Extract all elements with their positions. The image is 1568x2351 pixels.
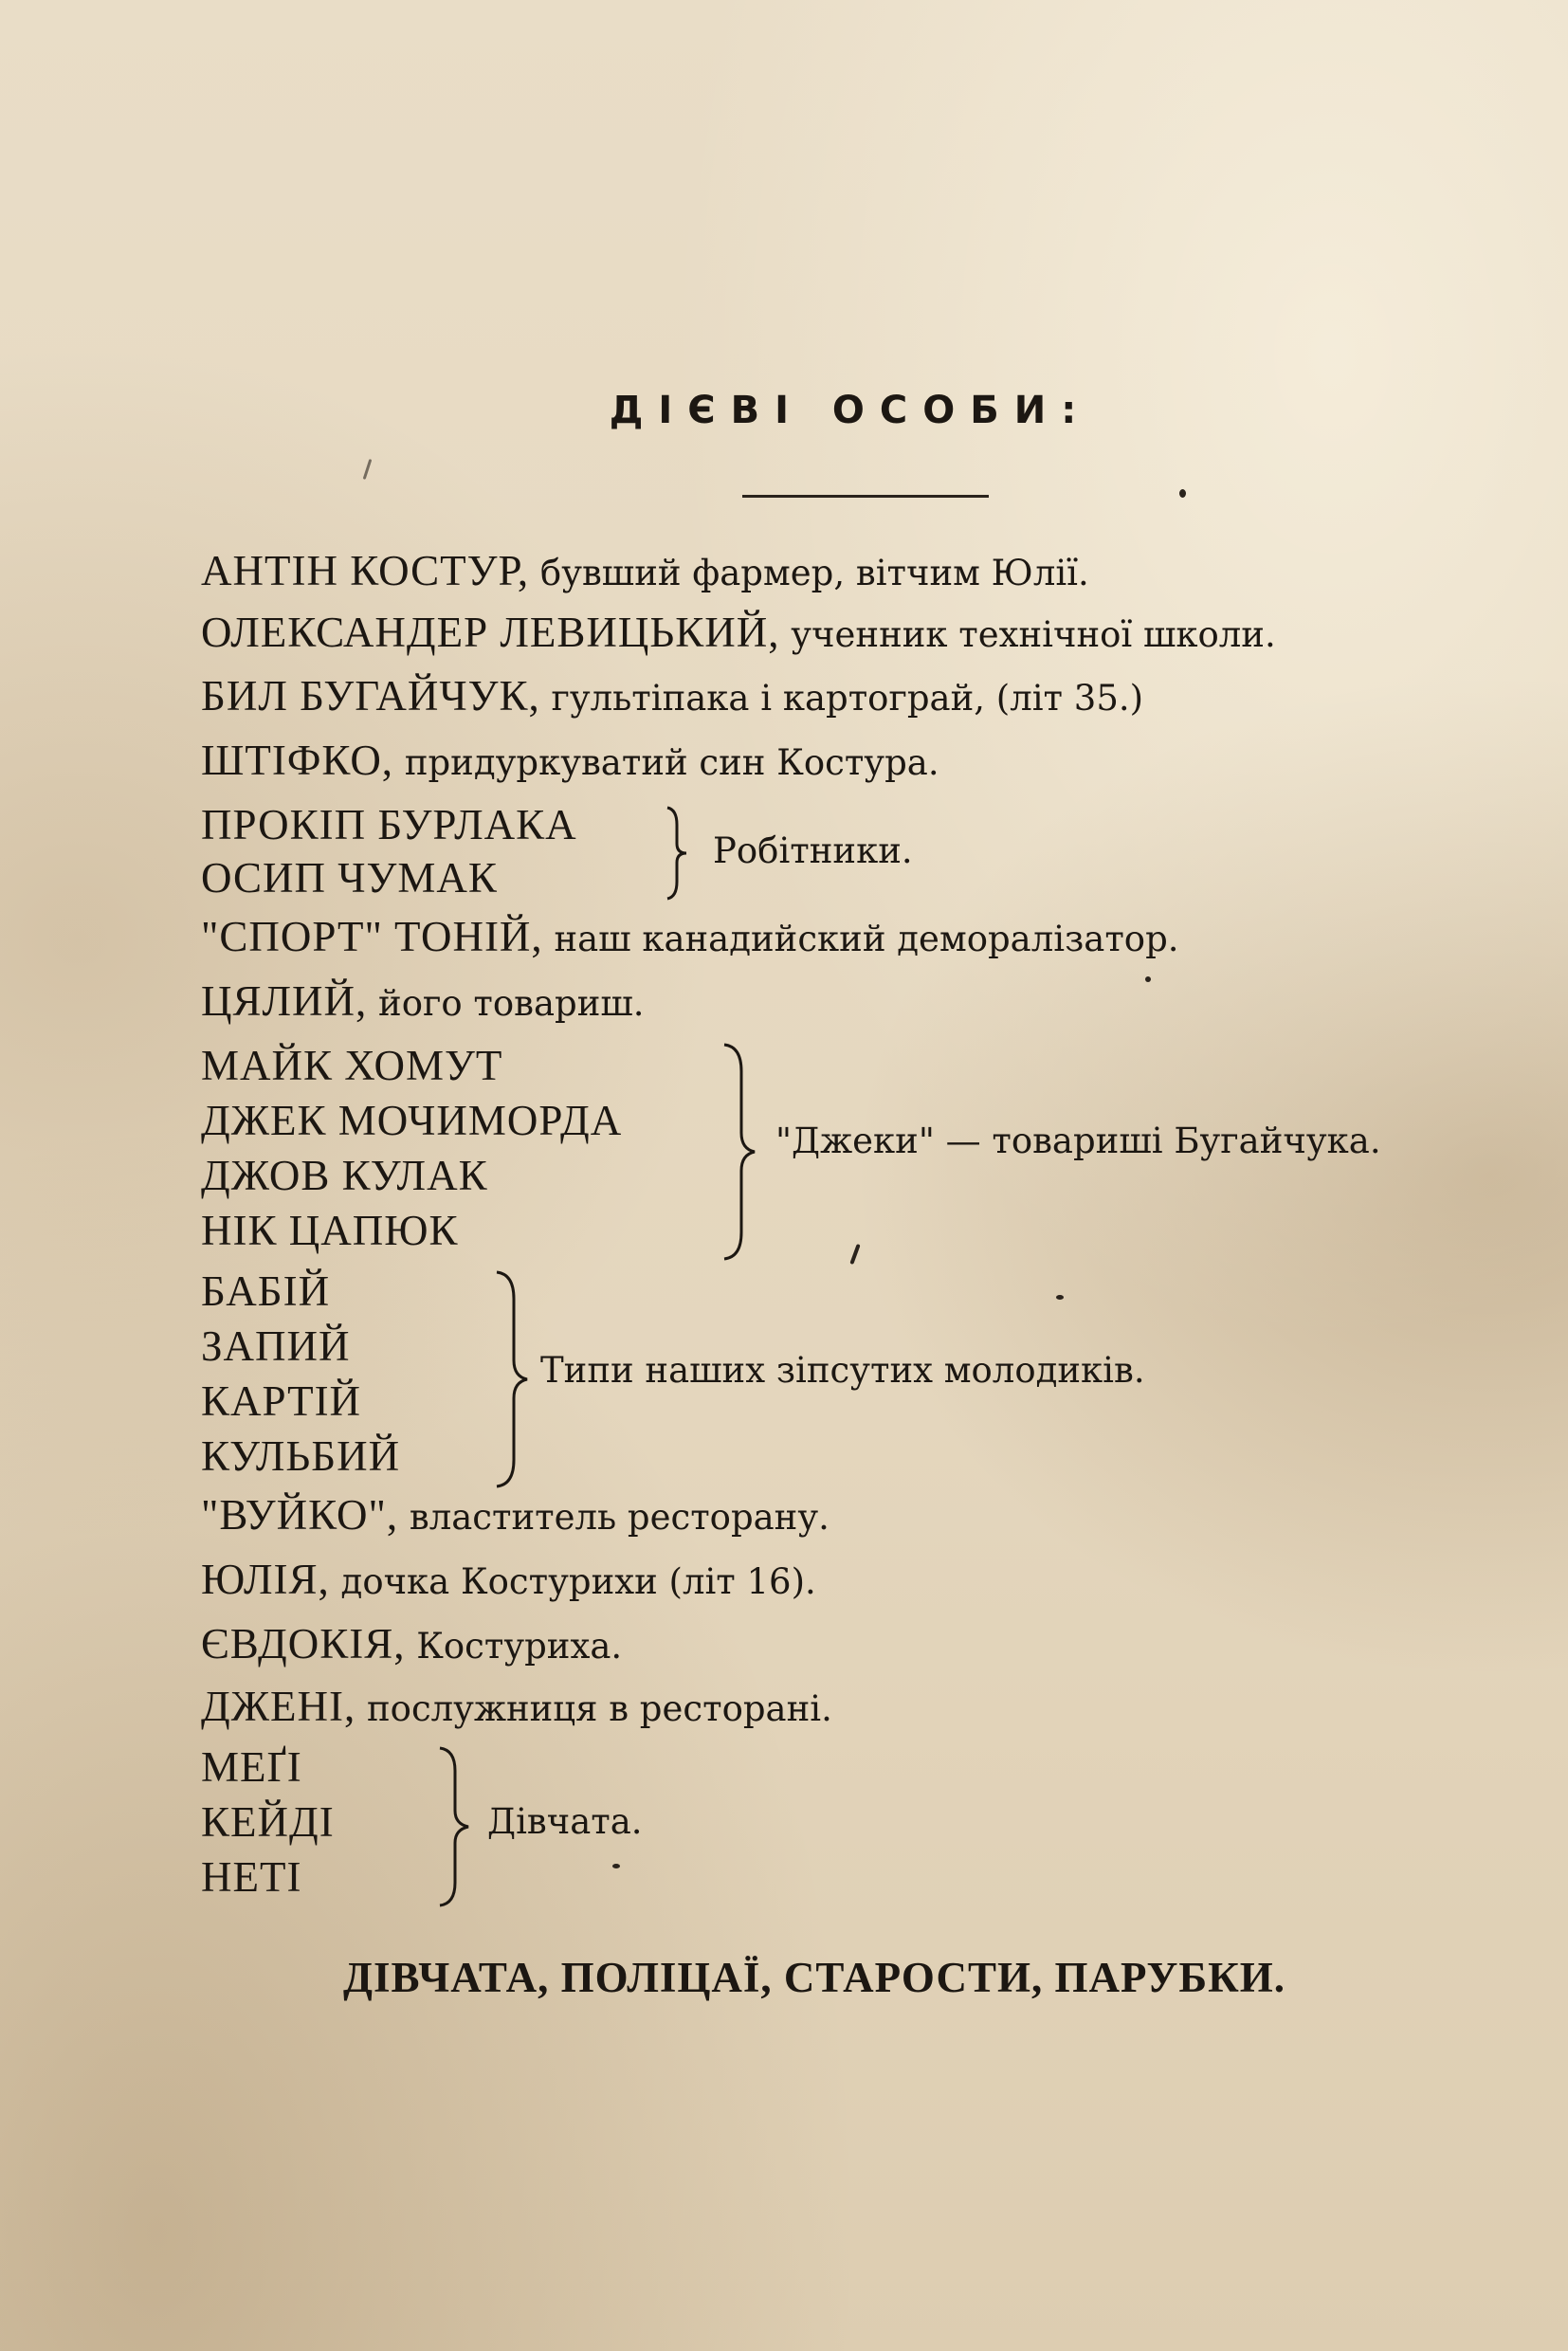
character-name: "СПОРТ" ТОНІЙ, xyxy=(201,913,543,960)
footer-extras: ДІВЧАТА, ПОЛІЦАЇ, СТАРОСТИ, ПАРУБКИ. xyxy=(343,1954,1285,2001)
character-line xyxy=(201,1491,830,1539)
character-name: АНТІН КОСТУР, xyxy=(201,547,530,594)
group-member: БАБІЙ xyxy=(201,1267,331,1315)
ink-speck xyxy=(363,459,373,480)
character-desc: Костуриха. xyxy=(405,1626,623,1667)
character-name: ЄВДОКІЯ, xyxy=(201,1620,406,1668)
character-line xyxy=(201,977,645,1025)
character-line xyxy=(201,1683,832,1730)
ink-speck xyxy=(1056,1295,1064,1300)
group-member: ОСИП ЧУМАК xyxy=(201,854,498,902)
character-name: ДЖЕНІ, xyxy=(201,1683,356,1730)
character-desc: наш канадийский деморалізатор. xyxy=(542,919,1179,959)
character-name: ШТІФКО, xyxy=(201,737,394,784)
character-line xyxy=(201,739,939,782)
character-name: ЦЯЛИЙ, xyxy=(201,977,368,1025)
ink-speck xyxy=(612,1864,620,1868)
character-line xyxy=(201,1558,816,1601)
page-heading: ДІЄВІ ОСОБИ: xyxy=(609,389,1092,432)
heading-rule xyxy=(742,495,989,498)
group-brace xyxy=(493,1270,531,1488)
character-name: "ВУЙКО", xyxy=(201,1491,399,1539)
character-line xyxy=(201,547,1089,594)
group-member: НІК ЦАПЮК xyxy=(201,1207,459,1254)
character-desc: послужниця в ресторані. xyxy=(356,1688,832,1729)
group-member: ДЖЕК МОЧИМОРДА xyxy=(201,1097,623,1144)
group-label-youths: Типи наших зіпсутих молодиків. xyxy=(540,1350,1145,1391)
group-member: МАЙК ХОМУТ xyxy=(201,1042,503,1089)
group-brace xyxy=(720,1043,758,1261)
group-label-girls: Дівчата. xyxy=(487,1801,643,1842)
character-desc: гультіпака і картограй, (літ 35.) xyxy=(539,678,1144,719)
group-brace xyxy=(436,1746,474,1907)
group-label-jacks: "Джеки" — товариші Бугайчука. xyxy=(775,1121,1381,1161)
ink-speck xyxy=(1179,489,1186,498)
group-member: КУЛЬБИЙ xyxy=(201,1432,401,1480)
ink-speck xyxy=(1145,976,1151,982)
character-desc: дочка Костурихи (літ 16). xyxy=(329,1561,816,1602)
character-name: БИЛ БУГАЙЧУК, xyxy=(201,672,540,720)
group-member: КАРТІЙ xyxy=(201,1377,362,1425)
character-desc: придуркуватий син Костура. xyxy=(393,742,939,783)
character-desc: його товариш. xyxy=(367,983,645,1024)
character-line xyxy=(201,611,1276,654)
character-line xyxy=(201,672,1144,720)
group-member: ДЖОВ КУЛАК xyxy=(201,1152,488,1199)
group-member: ПРОКІП БУРЛАКА xyxy=(201,801,577,848)
ink-speck xyxy=(849,1244,860,1265)
character-line xyxy=(201,1620,623,1668)
group-member: НЕТІ xyxy=(201,1853,302,1901)
group-brace xyxy=(664,806,692,901)
group-member: КЕЙДІ xyxy=(201,1798,335,1846)
character-name: ОЛЕКСАНДЕР ЛЕВИЦЬКИЙ, xyxy=(201,609,780,656)
group-label-workers: Робітники. xyxy=(713,830,913,871)
character-desc: ученник технічної школи. xyxy=(779,614,1276,655)
character-desc: бувший фармер, вітчим Юлії. xyxy=(529,553,1089,593)
character-desc: властитель ресторану. xyxy=(398,1497,830,1538)
character-name: ЮЛІЯ, xyxy=(201,1556,330,1603)
character-line xyxy=(201,913,1179,960)
group-member: ЗАПИЙ xyxy=(201,1322,351,1370)
group-member: МЕҐІ xyxy=(201,1743,302,1791)
